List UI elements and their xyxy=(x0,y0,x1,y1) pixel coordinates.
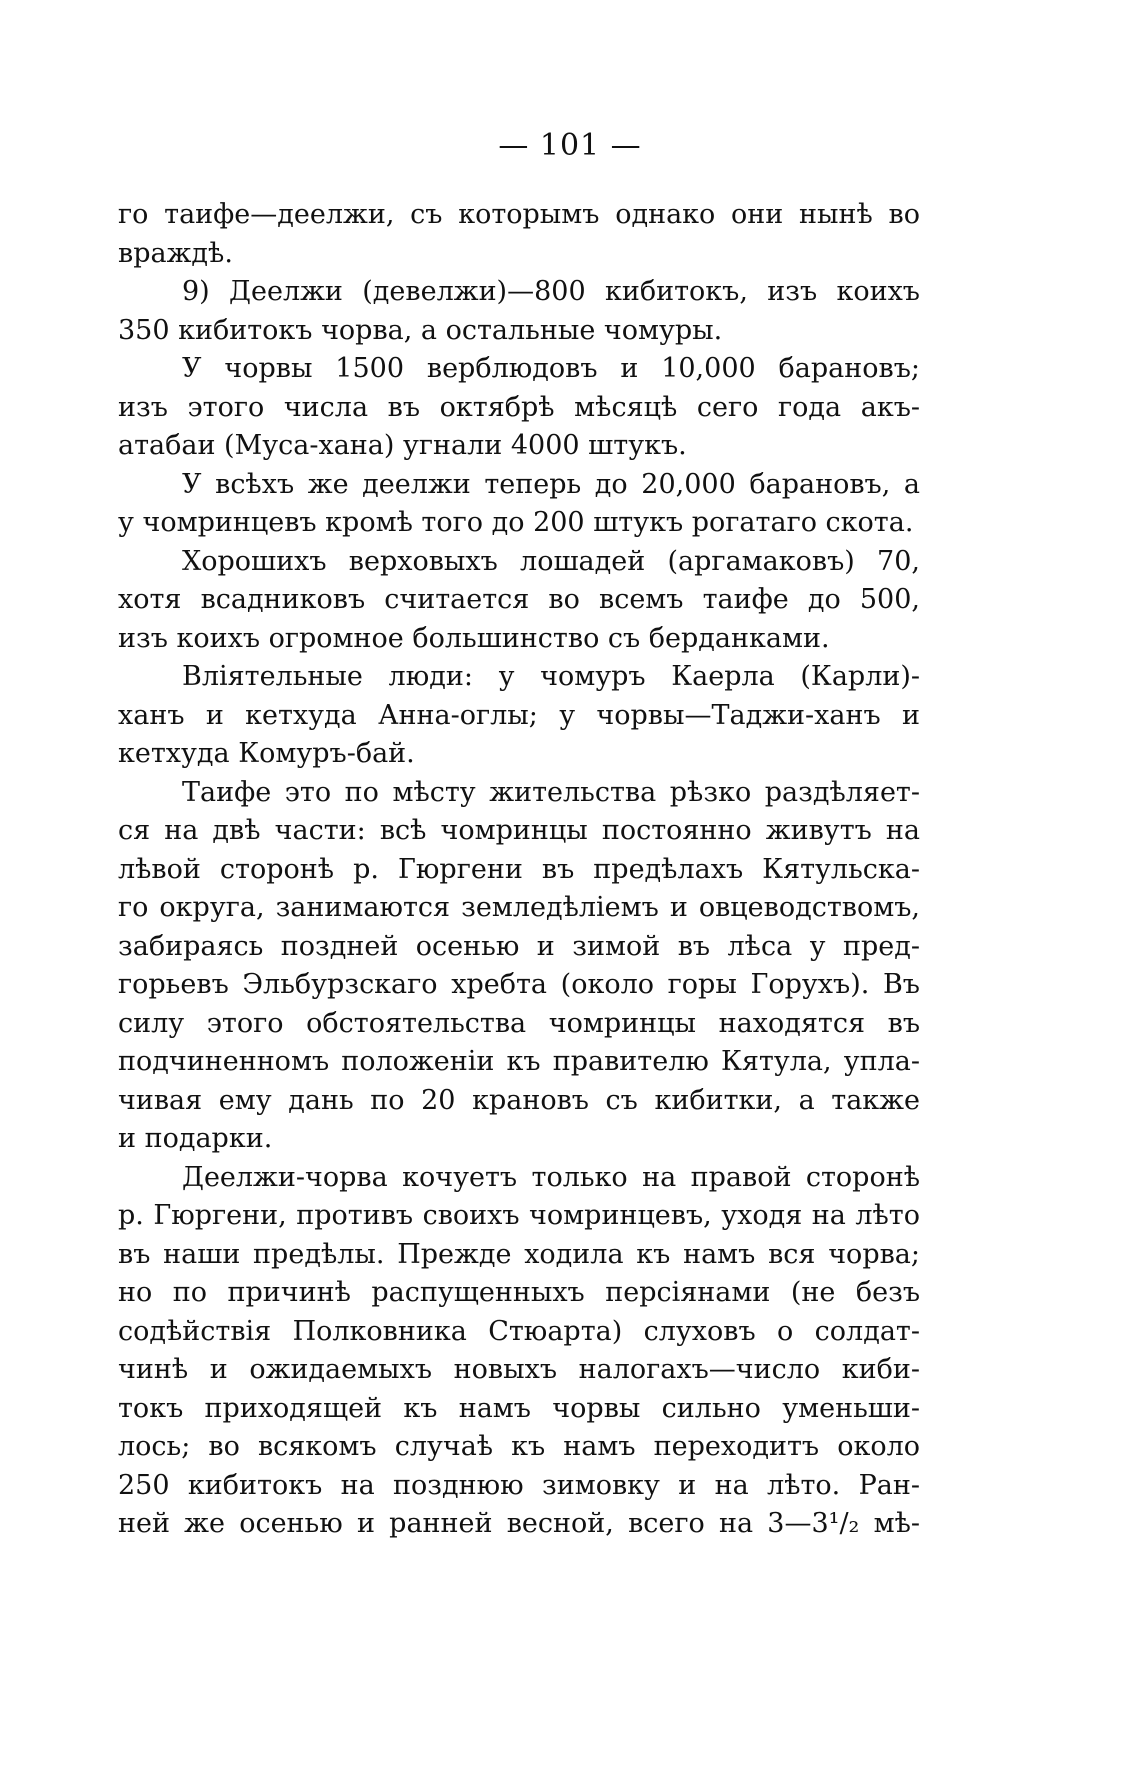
text-line: враждѣ. xyxy=(118,237,233,269)
text-line: Таифе это по мѣсту жительства рѣзко раздѣляет- xyxy=(182,776,920,808)
text-line: въ наши предѣлы. Прежде ходила къ намъ вся чорва; xyxy=(118,1238,920,1270)
page-number: — 101 — xyxy=(498,128,642,163)
text-line: у чомринцевъ кромѣ того до 200 штукъ рогатаго скота. xyxy=(118,507,914,538)
text-line: и подарки. xyxy=(118,1123,273,1154)
text-line: го округа, занимаются земледѣліемъ и овцеводствомъ, xyxy=(118,892,920,923)
text-line: ханъ и кетхуда Анна-оглы; у чорвы—Таджи-ханъ и xyxy=(118,699,920,731)
text-line: кетхуда Комуръ-бай. xyxy=(118,738,415,769)
text-line: лось; во всякомъ случаѣ къ намъ переходитъ около xyxy=(118,1431,920,1462)
text-line: чинѣ и ожидаемыхъ новыхъ налогахъ—число киби- xyxy=(118,1354,920,1385)
text-line: ся на двѣ части: всѣ чомринцы постоянно живутъ на xyxy=(118,815,920,846)
paragraph-5 xyxy=(118,543,920,659)
text-line: 350 кибитокъ чорва, а остальные чомуры. xyxy=(118,314,723,346)
paragraph-2 xyxy=(118,273,920,350)
paragraph-3 xyxy=(118,350,920,466)
body-text xyxy=(118,196,920,1544)
paragraph-1 xyxy=(118,196,920,273)
paragraph-7 xyxy=(118,774,920,1159)
text-line: токъ приходящей къ намъ чорвы сильно уменьши- xyxy=(118,1392,920,1424)
text-line: но по причинѣ распущенныхъ персіянами (не безъ xyxy=(118,1277,920,1308)
text-line: 9) Деелжи (девелжи)—800 кибитокъ, изъ коихъ xyxy=(182,276,920,307)
text-line: атабаи (Муса-хана) угнали 4000 штукъ. xyxy=(118,430,687,461)
text-line: го таифе—деелжи, съ которымъ однако они нынѣ во xyxy=(118,199,920,230)
text-line: Вліятельные люди: у чомуръ Каерла (Карли)- xyxy=(182,661,920,692)
paragraph-8 xyxy=(118,1159,920,1544)
text-line: лѣвой сторонѣ р. Гюргени въ предѣлахъ Кятульска- xyxy=(118,853,920,885)
text-line: содѣйствія Полковника Стюарта) слуховъ о солдат- xyxy=(118,1315,920,1347)
text-line: хотя всадниковъ считается во всемъ таифе до 500, xyxy=(118,584,920,615)
paragraph-6 xyxy=(118,658,920,774)
text-line: изъ коихъ огромное большинство съ берданками. xyxy=(118,622,830,654)
text-line: Деелжи-чорва кочуетъ только на правой сторонѣ xyxy=(182,1161,920,1193)
text-line: ней же осенью и ранней весной, всего на 3—3¹/₂ мѣ- xyxy=(118,1508,920,1539)
text-line: У чорвы 1500 верблюдовъ и 10,000 барановъ; xyxy=(182,353,920,384)
text-line: подчиненномъ положеніи къ правителю Кятула, упла- xyxy=(118,1046,920,1077)
text-line: забираясь поздней осенью и зимой въ лѣса у пред- xyxy=(118,930,920,962)
text-line: р. Гюргени, противъ своихъ чомринцевъ, уходя на лѣто xyxy=(118,1200,920,1231)
text-line: горьевъ Эльбурзскаго хребта (около горы Горухъ). Въ xyxy=(118,969,920,1000)
text-line: 250 кибитокъ на позднюю зимовку и на лѣто. Ран- xyxy=(118,1469,920,1501)
text-line: чивая ему дань по 20 крановъ съ кибитки, а также xyxy=(118,1084,920,1116)
text-line: У всѣхъ же деелжи теперь до 20,000 барановъ, а xyxy=(182,468,920,500)
text-line: изъ этого числа въ октябрѣ мѣсяцѣ сего года акъ- xyxy=(118,391,920,423)
text-line: силу этого обстоятельства чомринцы находятся въ xyxy=(118,1007,920,1039)
paragraph-4 xyxy=(118,466,920,543)
text-line: Хорошихъ верховыхъ лошадей (аргамаковъ) 70, xyxy=(182,545,920,577)
